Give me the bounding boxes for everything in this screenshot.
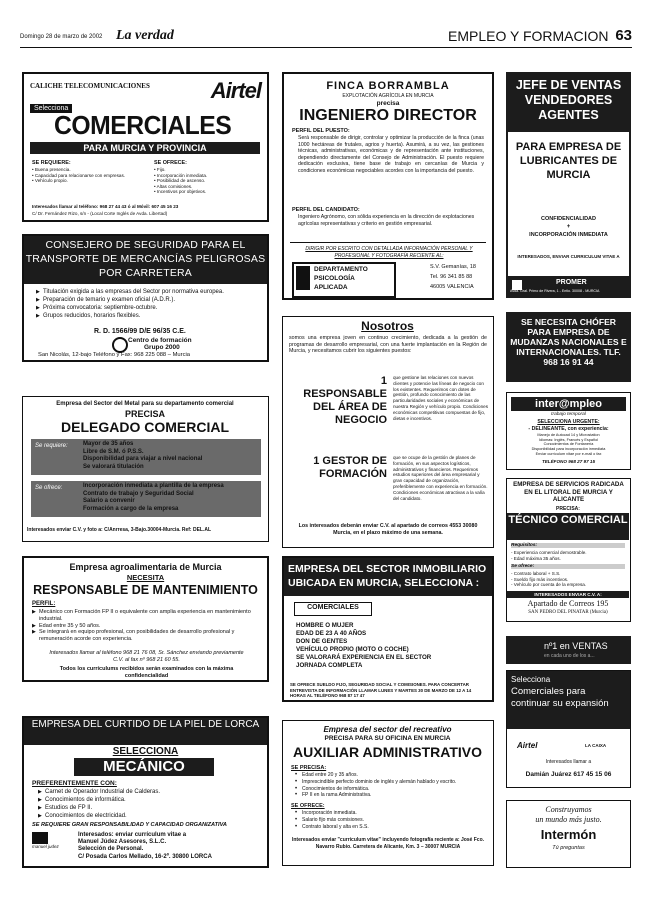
ad-curtido — [22, 716, 269, 868]
header-date: Domingo 28 de marzo de 2002 — [20, 34, 103, 40]
ad-expansion — [506, 670, 631, 788]
nosotros-p1: 1 RESPONSABLE DEL ÁREA DE NEGOCIO — [303, 375, 387, 426]
aux-off-item: • Contrato laboral y alta en S.S. — [295, 824, 485, 831]
auxiliar-precisa: PRECISA PARA SU OFICINA EN MURCIA — [324, 735, 451, 742]
airtel-off-item: • Fijo. — [154, 167, 166, 172]
mantenimiento-title: RESPONSABLE DE MANTENIMIENTO — [33, 583, 258, 597]
inter-lines-item: Disponibilidad para incorporación inmediata — [531, 447, 606, 452]
delegado-off-item: Salario a convenir — [83, 498, 135, 505]
nosotros-p2-desc: que se ocupe de la gestión de planes de formación, en sus aspectos logísticos, administrativos y financieros. Requerimos estudios superiores del área empresarial y gran capacidad de organización, preferiblemente con experiencia en formación. Condiciones económicas atractivas a la valía del candidato. — [393, 455, 488, 501]
inmo-reqs-item: DON DE GENTES — [296, 638, 348, 645]
consejero-items-item: ▶ Próxima convocatoria: septiembre-octubre. — [36, 304, 261, 312]
jefe-ventas-title: JEFE DE VENTAS VENDEDORES AGENTES — [515, 78, 622, 122]
expansion-brand-2: LA CAIXA — [585, 743, 607, 748]
inter-lines-item: Enviar currículum vitae por e-mail o fax — [535, 451, 602, 456]
inmobiliario-reqs — [296, 622, 486, 670]
mant-items-item: ▶ Mecánico con Formación FP II o equivalente con amplia experiencia en mantenimiento industrial. — [32, 609, 258, 623]
header-page: 63 — [615, 27, 632, 44]
intermon-line-1: Construyamos — [545, 805, 592, 814]
airtel-company: CALICHE TELECOMUNICACIONES — [30, 82, 150, 90]
auxiliar-contact: Interesados enviar "currículum vitae" incluyendo fotografía reciente a: José Fco. Navarro Rubio. Carretera de Alicante, Km. 3 – 30007 MURCIA — [291, 837, 485, 850]
aux-req-item: • Conocimientos de informática. — [295, 786, 485, 793]
auxiliar-req-list — [295, 772, 485, 799]
servicios-req-label: Requisitos: — [511, 543, 625, 548]
inter-lines-item: Idiomas: Inglés, Francés y Español — [538, 437, 599, 442]
mantenimiento-intro: Empresa agroalimentaria de Murcia — [69, 562, 222, 572]
expansion-int: Interesados llamar a — [545, 759, 592, 765]
borrambla-title: INGENIERO DIRECTOR — [299, 107, 477, 124]
nosotros-intro: somos una empresa joven en continuo crecimiento, dedicada a la gestión de programas de desarrollo empresarial, con una fuerte implantación en la Región de Murcia, y necesitamos cubrir los siguientes puestos: — [289, 335, 487, 355]
inmobiliario-footer: SE OFRECE SUELDO FIJO, SEGURIDAD SOCIAL Y COMISIONES. PARA CONCERTAR ENTREVISTA DE INFORMACIÓN LLAMAR LUNES Y MARTES 30 DE MARZO DE 12 A 14 HORAS AL TELÉFONO 968 87 17 47 — [290, 682, 472, 699]
servicios-title: EMPRESA DE SERVICIOS RADICADA EN EL LITORAL DE MURCIA Y ALICANTE — [513, 481, 624, 503]
delegado-off-item: Incorporación inmediata a plantilla de la empresa — [83, 483, 224, 489]
ad-interempleo — [506, 392, 631, 470]
interempleo-sel: SELECCIONA URGENTE: — [537, 419, 600, 425]
aux-off-item: • Incorporación inmediata. — [295, 810, 485, 817]
auxiliar-off-head: SE OFRECE: — [291, 803, 325, 809]
expansion-brand-1: Airtel — [517, 741, 538, 750]
delegado-off-item: Formación a cargo de la empresa — [83, 505, 179, 512]
auxiliar-req-head: SE PRECISA: — [291, 765, 327, 771]
servicios-contact: INTERESADOS ENVIAR C.V. A: — [507, 591, 629, 598]
jefe-ventas-para: PARA EMPRESA DE LUBRICANTES DE MURCIA — [515, 141, 622, 181]
jefe-ventas-incorp: INCORPORACIÓN INMEDIATA — [529, 232, 608, 238]
inmo-reqs-item: HOMBRE O MUJER — [296, 622, 354, 629]
servicios-off-label: Se ofrece: — [511, 564, 625, 569]
delegado-req-item: Libre de S.M. ó P.S.S. — [83, 448, 144, 455]
serv-off-item: - Contrato laboral + S.S. — [511, 571, 561, 576]
airtel-off-item: • Altas comisiones. — [154, 183, 193, 189]
interempleo-puesto: - DELINEANTE, con experiencia: — [528, 426, 609, 432]
ad-borrambla — [282, 72, 494, 300]
nosotros-title: Nosotros — [361, 319, 414, 333]
page-header — [20, 24, 632, 48]
airtel-off-item: • Posibilidad de ascenso. — [154, 178, 206, 184]
consejero-centro: Centro de formación — [128, 337, 192, 344]
ad-inmobiliario — [282, 556, 494, 702]
delegado-intro: Empresa del Sector del Metal para su departamento comercial — [56, 401, 234, 407]
servicios-precisa: PRECISA: — [556, 506, 580, 512]
consejero-rd: R. D. 1566/99 D/E 96/35 C.E. — [94, 328, 186, 335]
ad-nosotros — [282, 316, 494, 548]
airtel-contact: Interesados llamar al teléfono: 968 27 44 43 ó al Móvil: 607 45 16 23 — [32, 204, 179, 209]
intermon-brand: Intermón — [540, 827, 597, 842]
serv-req-item: - Edad máxima 35 años. — [511, 555, 561, 561]
interempleo-brand: inter@mpleo — [511, 397, 626, 411]
aux-req-item: • Imprescindible perfecto dominio de inglés y alemán hablado y escrito. — [295, 779, 485, 786]
expansion-selecciona: Selecciona — [511, 675, 551, 684]
curtido-pref-item: ▶ Conocimientos de informática. — [38, 796, 258, 804]
borrambla-dept-icon — [296, 266, 310, 290]
servicios-req-list — [511, 550, 625, 561]
servicios-apartado: Apartado de Correos 195 — [527, 599, 609, 608]
jefe-ventas-brand-bar — [508, 278, 629, 296]
consejero-logo-icon — [112, 337, 128, 353]
curtido-contact-4: C/ Posada Carlos Mellado, 16-2º. 30800 LORCA — [78, 854, 212, 860]
airtel-off-item: • Incorporación inmediata. — [154, 172, 208, 178]
aux-off-item: • Salario fijo más comisiones. — [295, 817, 485, 824]
borrambla-dirigir: DIRIGIR POR ESCRITO CON DETALLADA INFORMACIÓN PERSONAL Y PROFESIONAL Y FOTOGRAFÍA RECIENTE AL: — [305, 246, 473, 259]
servicios-off-list — [511, 571, 625, 588]
jefe-ventas-panel — [508, 132, 629, 276]
inmobiliario-title: EMPRESA DEL SECTOR INMOBILIARIO UBICADA EN MURCIA, SELECCIONA : — [284, 558, 492, 596]
airtel-address: C/ Dr. Fernández Rizo, s/n - (Local Corte Inglés de Avda. Libertad) — [32, 211, 168, 216]
inmo-reqs-item: EDAD DE 23 A 40 AÑOS — [296, 630, 367, 637]
delegado-off-item: Contrato de trabajo y Seguridad Social — [83, 490, 194, 497]
airtel-title: COMERCIALES — [54, 110, 232, 140]
consejero-items-item: ▶ Grupos reducidos, horarios flexibles. — [36, 312, 261, 320]
mantenimiento-necesita: NECESITA — [126, 573, 165, 582]
borrambla-addr-2: Tel. 96 341 85 88 — [430, 274, 473, 280]
delegado-off-label: Se ofrece: — [35, 485, 63, 491]
intermon-sub: Tú preguntas — [552, 845, 585, 851]
intermon-line-2: un mundo más justo. — [535, 815, 602, 824]
expansion-text: Comerciales para continuar su expansión — [511, 686, 609, 709]
delegado-contact: Interesados enviar C.V. y foto a: C/Anrresa, 3-Bajo.30004-Murcia. Ref: DEL.AL — [27, 527, 212, 533]
ad-mantenimiento — [22, 556, 269, 682]
curtido-contact-2: Manuel Júdez Asesores, S.L.C. — [78, 839, 167, 845]
ad-airtel — [22, 72, 269, 222]
delegado-req-label: Se requiere: — [35, 443, 68, 449]
jefe-ventas-addr: Avda. Gral. Primo de Rivera, 1 - Entlo. 30008 - MURCIA — [510, 289, 600, 293]
curtido-pref-item: ▶ Estudios de FP II. — [38, 804, 258, 812]
interempleo-tagline: trabajo temporal — [551, 412, 586, 417]
curtido-title: EMPRESA DEL CURTIDO DE LA PIEL DE LORCA — [24, 718, 267, 745]
jefe-ventas-conf: CONFIDENCIALIDAD — [541, 216, 596, 222]
interempleo-tel: TELÉFONO 968 27 97 15 — [541, 459, 596, 464]
inter-lines-item: Conocimientos de Fontanería — [543, 442, 594, 447]
ad-delegado — [22, 396, 269, 542]
inmo-reqs-item: JORNADA COMPLETA — [296, 662, 363, 669]
borrambla-dept-logo — [292, 262, 396, 298]
consejero-address: San Nicolás, 12-bajo Teléfono y Fax: 968 225 088 – Murcia — [38, 352, 190, 358]
consejero-list — [36, 288, 261, 320]
auxiliar-intro: Empresa del sector del recreativo — [323, 725, 452, 734]
numero1-text: nº1 en VENTAS — [544, 641, 608, 651]
aux-req-item: • Edad entre 20 y 35 años. — [295, 772, 485, 779]
airtel-subtitle: PARA MURCIA Y PROVINCIA — [30, 142, 260, 154]
interempleo-lines — [511, 433, 626, 457]
consejero-items-item: ▶ Preparación de temario y examen oficial (A.D.R.). — [36, 296, 261, 304]
airtel-off-item: • Incentivos por objetivos. — [154, 189, 207, 195]
borrambla-addr-1: S.V. Gemanías, 18 — [430, 264, 476, 270]
mantenimiento-note: Todos los currículums recibidos serán examinados con la máxima confidencialidad — [59, 666, 234, 679]
nosotros-p1-desc: que gestione las relaciones con nuevos clientes y potencie las líneas de negocio con los existentes. Requerimos con dotes de gestión, profundo conocimiento de las particularidades sociales y económicas de nuestra Región y vehículo propio. Condiciones económicas competitivas compuestas de fijo, dietas e incentivos. — [393, 375, 488, 421]
borrambla-cand-head: PERFIL DEL CANDIDATO: — [292, 207, 360, 213]
mantenimiento-perfil: PERFIL: — [32, 601, 56, 607]
curtido-logo-text: manuel judez — [32, 844, 59, 849]
jefe-ventas-plus: + — [566, 224, 571, 230]
header-section: EMPLEO Y FORMACION — [448, 28, 609, 44]
borrambla-perfil: Será responsable de dirigir, controlar y optimizar la producción de la finca (unas 1000 hectáreas de frutales, agrios y huerta). Asumirá, a su vez, las gestiones técnicas, administrativas, económicas y de representación ante instituciones, dependiendo directamente del Consejo de Administración. El puesto requiere dedicación exclusiva, tiene base de trabajo en cercanías de Murcia y condiciones económicas negociables acordes con la importancia del puesto. — [298, 135, 484, 174]
inmo-reqs-item: VEHÍCULO PROPIO (MOTO O COCHE) — [296, 646, 409, 653]
curtido-contact-1: Interesados: enviar currículum vitae a — [78, 832, 187, 838]
serv-off-item: - Vehículo por cuenta de la empresa. — [511, 582, 587, 588]
servicios-city: SAN PEDRO DEL PINATAR (Murcia) — [528, 610, 608, 615]
mant-items-item: ▶ Edad entre 35 y 50 años. — [32, 623, 258, 630]
curtido-pref-item: ▶ Conocimientos de electricidad. — [38, 812, 258, 820]
auxiliar-title: AUXILIAR ADMINISTRATIVO — [293, 744, 482, 760]
nosotros-p2: 1 GESTOR DE FORMACIÓN — [313, 455, 387, 480]
servicios-puesto: TÉCNICO COMERCIAL — [507, 513, 629, 540]
delegado-req-item: Disponibilidad para viajar a nivel nacional — [83, 456, 203, 463]
numero1-sub: en cada uno de los a... — [544, 653, 595, 659]
mantenimiento-contact: Interesados llamar al teléfono 968 21 76 08, Sr. Sánchez enviando previamente C.V. al fax nº 968 21 60 55. — [49, 650, 244, 663]
delegado-title: DELEGADO COMERCIAL — [61, 419, 229, 435]
airtel-req-list — [32, 167, 144, 184]
curtido-pref-head: PREFERENTEMENTE CON: — [32, 780, 117, 787]
borrambla-addr-3: 46005 VALENCIA — [430, 284, 474, 290]
ad-consejero — [22, 234, 269, 362]
serv-req-item: - Experiencia comercial demostrable. — [511, 550, 587, 555]
ad-servicios — [506, 478, 631, 622]
ad-numero1 — [506, 636, 631, 664]
airtel-selecciona: Selecciona — [30, 104, 72, 113]
consejero-grupo: Grupo 2000 — [144, 344, 180, 351]
delegado-req-item: Se valorará titulación — [83, 463, 144, 470]
curtido-selecciona: SELECCIONA — [112, 746, 179, 757]
airtel-req-head: SE REQUIERE: — [32, 160, 71, 166]
curtido-pref-list — [38, 788, 258, 820]
curtido-requiere: SE REQUIERE GRAN RESPONSABILIDAD Y CAPACIDAD ORGANIZATIVA — [32, 822, 227, 828]
chofer-title: SE NECESITA CHÓFER PARA EMPRESA DE MUDANZAS NACIONALES E INTERNACIONALES. TLF. 968 16 91 44 — [510, 317, 627, 367]
airtel-logo: Airtel — [210, 78, 261, 103]
delegado-req-item: Mayor de 35 años — [83, 441, 134, 447]
airtel-req-item: • Buena presencia. — [32, 167, 71, 172]
borrambla-dept-3: APLICADA — [314, 284, 348, 291]
airtel-req-item: • Capacidad para relacionarse con empresas. — [32, 172, 126, 178]
airtel-off-list — [154, 167, 244, 195]
borrambla-name: FINCA BORRAMBLA — [326, 80, 450, 92]
borrambla-divider — [290, 242, 486, 243]
ad-auxiliar — [282, 720, 494, 866]
airtel-req-item: • Vehículo propio. — [32, 178, 68, 184]
curtido-puesto: MECÁNICO — [74, 758, 214, 776]
ad-jefe-ventas — [506, 72, 631, 298]
borrambla-dept-2: PSICOLOGÍA — [314, 275, 355, 282]
delegado-off-list — [83, 483, 259, 513]
delegado-precisa: PRECISA — [124, 409, 165, 419]
inmo-reqs-item: SE VALORARÁ EXPERIENCIA EN EL SECTOR — [296, 654, 432, 661]
airtel-off-head: SE OFRECE: — [154, 160, 187, 166]
auxiliar-off-list — [295, 810, 485, 830]
borrambla-dept-1: DEPARTAMENTO — [314, 266, 368, 273]
jefe-ventas-contact: INTERESADOS, ENVIAR CURRICULUM VITAE A — [517, 254, 620, 259]
delegado-req-list — [83, 441, 259, 471]
borrambla-cand: Ingeniero Agrónomo, con sólida experiencia en la dirección de explotaciones agrícolas representativas y criterio en gestión empresarial. — [298, 214, 475, 227]
mantenimiento-list — [32, 609, 258, 643]
serv-off-item: - Sueldo fijo más incentivos. — [511, 576, 569, 582]
ad-chofer — [506, 312, 631, 382]
curtido-logo-icon — [32, 832, 48, 844]
curtido-contact-3: Selección de Personal. — [78, 846, 144, 852]
jefe-ventas-brand: PROMER — [556, 279, 587, 286]
nosotros-contact: Los interesados deberán enviar C.V. al apartado de correos 4553 30080 Murcia, en el plazo máximo de una semana. — [298, 523, 478, 536]
curtido-logo — [32, 832, 70, 854]
curtido-pref-item: ▶ Carnet de Operador Industrial de Calderas. — [38, 788, 258, 796]
consejero-items-item: ▶ Titulación exigida a las empresas del Sector por normativa europea. — [36, 288, 261, 296]
header-paper: La verdad — [116, 28, 174, 43]
expansion-panel — [507, 671, 630, 729]
borrambla-sub: EXPLOTACIÓN AGRÍCOLA EN MURCIA — [342, 93, 434, 99]
inmobiliario-puesto: COMERCIALES — [294, 602, 372, 616]
borrambla-perfil-head: PERFIL DEL PUESTO: — [292, 128, 350, 134]
mant-items-item: ▶ Se integrará en equipo profesional, con posibilidades de desarrollo profesional y remuneración acorde con experiencia. — [32, 629, 258, 643]
aux-req-item: • FP II en la rama Administrativa. — [295, 792, 485, 799]
ad-intermon — [506, 800, 631, 868]
consejero-title: CONSEJERO DE SEGURIDAD PARA EL TRANSPORTE DE MERCANCÍAS PELIGROSAS POR CARRETERA — [24, 236, 267, 284]
inter-lines-item: Manejo de Autocad 14 y Microstation — [537, 433, 600, 437]
expansion-contact: Damián Juárez 617 45 15 06 — [525, 771, 612, 778]
borrambla-precisa: precisa — [376, 100, 400, 107]
